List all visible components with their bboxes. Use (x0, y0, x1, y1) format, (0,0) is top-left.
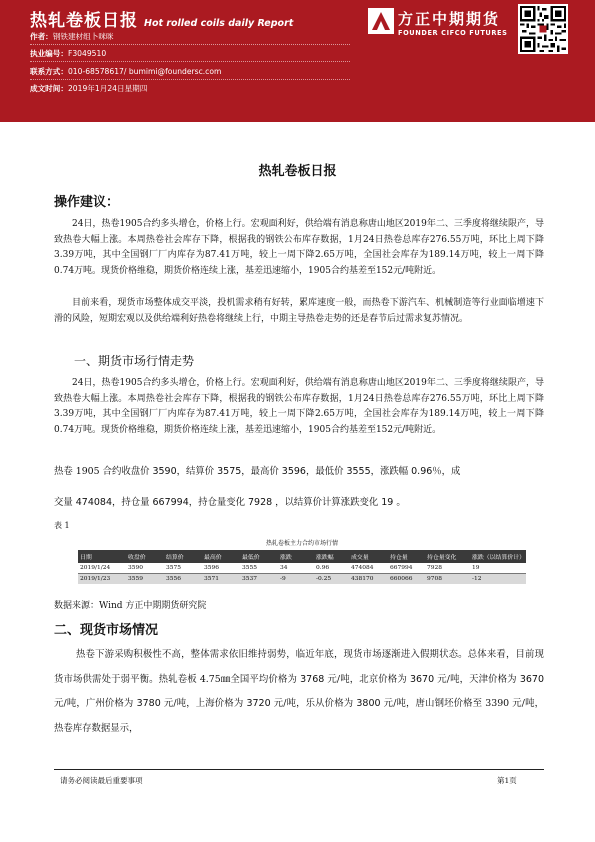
low-price: 3555 (346, 466, 371, 477)
table-cell: 3537 (242, 576, 257, 582)
futures-section-heading: 一、期货市场行情走势 (74, 354, 195, 368)
report-title-block (30, 6, 293, 31)
stats-text: ，涨跌幅 (370, 466, 412, 477)
stats-text: 热卷 1905 合约收盘价 (54, 466, 153, 477)
footer-rule (54, 769, 544, 770)
license-line (30, 48, 350, 59)
spot-text: 元/吨，唐山钢坯价格至 3390 元/吨，热卷库存数据显示， (54, 698, 544, 734)
date-value: 2019年1月24日星期四 (67, 84, 148, 93)
document-title: 热轧卷板日报 (258, 164, 337, 179)
logo-mark-icon (368, 8, 394, 34)
table-cell: 474084 (349, 563, 388, 574)
market-table (78, 550, 526, 584)
logo-name-cn: 方正中期期货 (398, 10, 501, 28)
table-cell: 7928 (425, 563, 470, 574)
table-cell: 3575 (164, 563, 202, 574)
spot-text: 元/吨，乐从价格为 (270, 698, 357, 709)
advice-paragraph-1: 24日，热卷1905合约多头增仓，价格上行。宏观面利好，供给端有消息称唐山地区2019年二、三季度将继续限产，导致热卷大幅上涨。本周热卷社会库存下降，根据我的钢铁公布库存数据，1月24日热卷总库存276.55万吨，环比上周下降3.39万吨，其中全国钢厂厂内库存为87.41万吨，较上一周下降2.65万吨，全国社会库存为189.14万吨，较上一周下降0.74万吨。现货价格维稳，期货价格连续上涨，基差迅速缩小，1905合约基差至152元/吨附近。 (54, 219, 544, 276)
table-header-cell: 持仓量变化 (427, 555, 457, 561)
table-header-cell: 最低价 (242, 555, 260, 561)
open-interest: 667994 (152, 497, 189, 508)
table-header-cell: 成交量 (351, 555, 369, 561)
report-header (0, 0, 595, 122)
stats-text: ，结算价 (176, 466, 218, 477)
company-logo (368, 8, 518, 44)
table-caption: 表 1 (54, 521, 70, 530)
futures-paragraph: 24日，热卷1905合约多头增仓，价格上行。宏观面利好，供给端有消息称唐山地区2019年二、三季度将继续限产，导致热卷大幅上涨。本周热卷社会库存下降，根据我的钢铁公布库存数据，1月24日热卷总库存276.55万吨，环比上周下降3.39万吨，其中全国钢厂厂内库存为87.41万吨，较上一周下降2.65万吨，全国社会库存为189.14万吨，较上一周下降0.74万吨。现货价格维稳，期货价格连续上涨，基差迅速缩小，1905合约基差至152元/吨附近。 (54, 378, 544, 435)
table-header-cell: 涨跌（以结算价计） (472, 555, 526, 561)
stats-text: ，最高价 (241, 466, 282, 477)
stats-text: 。 (393, 497, 406, 508)
table-cell: 3556 (166, 576, 181, 582)
settle-price: 3575 (217, 466, 242, 477)
data-source: 数据来源：Wind 方正中期期货研究院 (54, 601, 207, 611)
table-row (78, 563, 526, 574)
contact-value: 010-68578617/ bumimi@foundersc.com (67, 67, 222, 76)
contact-line (30, 66, 350, 77)
spot-paragraph (54, 643, 544, 741)
report-title-en: Hot rolled coils daily Report (144, 18, 294, 29)
stats-text: ，以结算价计算涨跌变化 (272, 497, 382, 508)
tianjin-price: 3670 (519, 673, 545, 685)
date-label: 成文时间： (30, 84, 68, 93)
table-header-cell: 涨跌 (280, 555, 292, 561)
futures-stats (54, 456, 554, 518)
table-header-cell: 日期 (80, 555, 92, 561)
advice-heading: 操作建议： (54, 195, 120, 210)
header-divider (30, 61, 350, 62)
table-cell: 438170 (351, 576, 374, 582)
spot-section-heading: 二、现货市场情况 (54, 623, 159, 638)
table-cell: 3559 (128, 576, 143, 582)
contact-label: 联系方式： (30, 67, 68, 76)
page-number: 第1页 (497, 776, 517, 785)
table-header-row (78, 550, 526, 563)
table-cell: 34 (278, 563, 314, 574)
spot-text: 元/吨，广州价格为 (54, 698, 137, 709)
table-cell: 2019/1/24 (78, 563, 126, 574)
qr-code-icon (518, 4, 568, 54)
table-title: 热轧卷板主力合约市场行情 (265, 540, 338, 547)
stats-text: ，最低价 (305, 466, 347, 477)
table-cell: 0.96 (314, 563, 349, 574)
spot-text: 元/吨，天津价格为 (434, 673, 520, 685)
author-line (30, 31, 350, 42)
table-cell: 9708 (427, 576, 442, 582)
volume: 474084 (75, 497, 112, 508)
license-value: F3049510 (67, 49, 107, 58)
guangzhou-price: 3780 (136, 698, 161, 709)
table-cell: 667994 (388, 563, 425, 574)
table-header-cell: 涨跌幅 (316, 555, 334, 561)
table-cell: -9 (280, 576, 286, 582)
stats-text: ，持仓量 (112, 497, 153, 508)
table-cell: 19 (470, 563, 526, 574)
lecong-price: 3800 (356, 698, 381, 709)
table-cell: 3555 (240, 563, 278, 574)
advice-paragraph-2: 目前来看，现货市场整体成交平淡，投机需求稍有好转，累库速度一般，而热卷下游汽车、机械制造等行业面临增速下滑的风险，短期宏观以及供给端利好热卷将继续上行，中期主导热卷走势的还是春节后过需求复苏情况。 (54, 298, 544, 324)
table-header-cell: 最高价 (204, 555, 222, 561)
table-header-cell: 持仓量 (390, 555, 408, 561)
spot-text: 元/吨，上海价格为 (160, 698, 247, 709)
spot-text: 热卷下游采购积极性不高，整体需求依旧维持弱势，临近年底，现货市场逐渐进入假期状态。总体来看，目前现货市场供需处于弱平衡。热轧卷板 4.75㎜全国平均价格为 (54, 649, 544, 685)
author-label: 作者： (30, 32, 53, 41)
table-cell: -12 (472, 576, 482, 582)
close-price: 3590 (152, 466, 177, 477)
author-value: 钢铁建材组卜咪咪 (52, 32, 114, 41)
high-price: 3596 (281, 466, 306, 477)
logo-name-en: FOUNDER CIFCO FUTURES (398, 29, 508, 37)
beijing-price: 3670 (409, 673, 435, 685)
table-header-cell: 结算价 (166, 555, 184, 561)
market-table-block (78, 538, 526, 584)
shanghai-price: 3720 (246, 698, 271, 709)
report-title-cn: 热轧卷板日报 (30, 11, 138, 31)
stats-text: 交量 (54, 497, 76, 508)
settle-change: 19 (381, 497, 394, 508)
pct-change: 0.96 (411, 466, 433, 477)
table-cell: 3571 (204, 576, 219, 582)
stats-text: ，持仓量变化 (188, 497, 248, 508)
avg-price: 3768 (300, 673, 325, 685)
table-cell: 3596 (202, 563, 240, 574)
table-cell: 2019/1/23 (80, 576, 111, 582)
spot-text: 元/吨，北京价格为 (324, 673, 410, 685)
table-row (78, 574, 526, 585)
license-label: 执业编号： (30, 49, 68, 58)
header-divider (30, 44, 350, 45)
footer-notice: 请务必阅读最后重要事项 (60, 776, 143, 785)
table-cell: 660066 (390, 576, 413, 582)
header-divider (30, 79, 350, 80)
stats-text: ％，成 (432, 466, 461, 477)
table-header-cell: 收盘价 (128, 555, 146, 561)
table-cell: -0.25 (316, 576, 332, 582)
open-interest-change: 7928 (247, 497, 273, 508)
date-line (30, 83, 350, 94)
table-cell: 3590 (126, 563, 164, 574)
